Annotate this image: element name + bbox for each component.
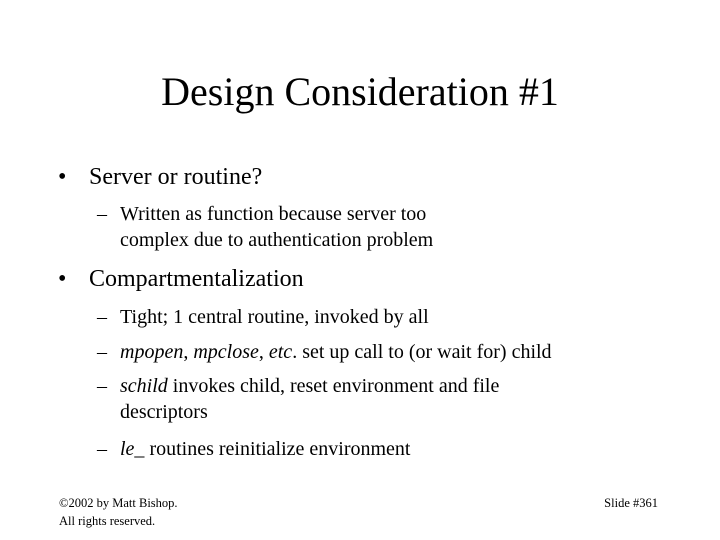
bullet-text: Server or routine? <box>89 164 263 190</box>
dash-glyph: – <box>97 438 107 460</box>
copyright-text: ©2002 by Matt Bishop. <box>59 496 178 510</box>
slide-number: Slide #361 <box>604 496 658 510</box>
dash-glyph: – <box>97 203 107 225</box>
sub-bullet-item <box>97 436 410 462</box>
bullet-item <box>58 265 304 293</box>
separator-text: , <box>258 341 269 363</box>
sub-bullet-text: Written as function because server too <box>120 203 427 225</box>
sub-bullet-item <box>97 304 429 330</box>
dash-glyph: – <box>97 375 107 397</box>
bullet-glyph: • <box>58 266 67 292</box>
sub-bullet-rest-text: invokes child, reset environment and file <box>167 375 500 397</box>
sub-bullet-rest-text: routines reinitialize environment <box>144 438 411 460</box>
sub-bullet-text <box>120 373 499 399</box>
sub-bullet-text: complex due to authentication problem <box>120 229 434 251</box>
bullet-item <box>58 163 262 191</box>
italic-term: etc <box>268 341 293 363</box>
slide-title: Design Consideration #1 <box>161 69 559 114</box>
italic-term: schild <box>120 375 168 397</box>
sub-bullet-rest-text: . set up call to (or wait for) child <box>292 341 552 363</box>
italic-term: mpopen <box>120 341 184 363</box>
sub-bullet-item <box>97 339 552 365</box>
sub-bullet-text: Tight; 1 central routine, invoked by all <box>120 306 429 328</box>
italic-term: mpclose <box>193 341 259 363</box>
rights-text: All rights reserved. <box>59 514 156 528</box>
italic-term: le_ <box>120 438 145 460</box>
bullet-glyph: • <box>58 164 67 190</box>
sub-bullet-text <box>120 339 552 365</box>
dash-glyph: – <box>97 306 107 328</box>
sub-bullet-item <box>97 201 433 253</box>
footer-copyright <box>59 494 178 530</box>
sub-bullet-item <box>97 373 499 425</box>
separator-text: , <box>183 341 194 363</box>
dash-glyph: – <box>97 341 107 363</box>
bullet-text: Compartmentalization <box>89 266 304 292</box>
sub-bullet-text <box>120 436 410 462</box>
sub-bullet-text: descriptors <box>120 401 208 423</box>
